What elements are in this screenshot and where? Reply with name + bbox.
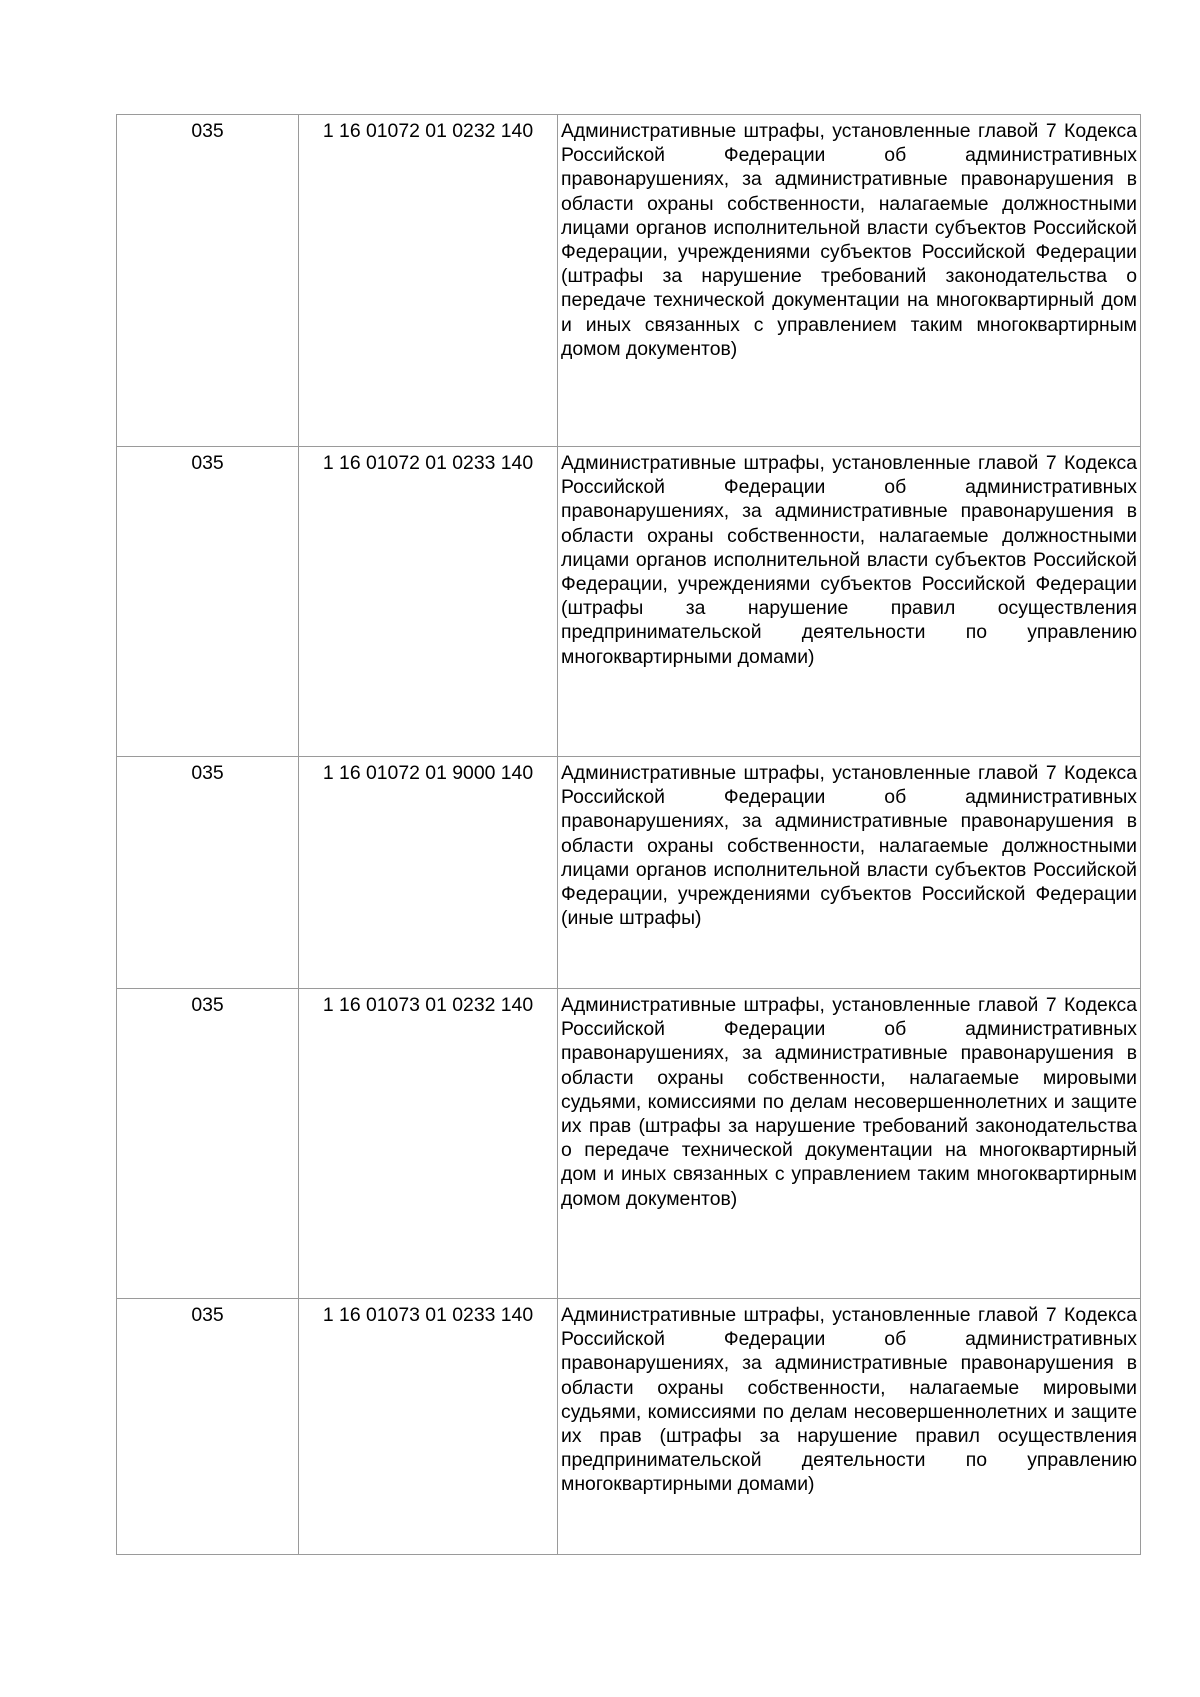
budget-codes-table (116, 114, 1141, 1555)
table-row (117, 447, 1141, 757)
table-row (117, 1299, 1141, 1555)
description-cell: Административные штрафы, установленные главой 7 Кодекса Российской Федерации об административных правонарушениях, за административные правонарушения в области охраны собственности, налагаемые мировыми судьями, комиссиями по делам несовершеннолетних и защите их прав (штрафы за нарушение правил осуществления предпринимательской деятельности по управлению многоквартирными домами) (558, 1299, 1141, 1555)
table-row (117, 757, 1141, 989)
admin-code-cell: 035 (117, 989, 299, 1299)
table-row (117, 989, 1141, 1299)
kbk-code-cell: 1 16 01072 01 9000 140 (299, 757, 558, 989)
admin-code-cell: 035 (117, 447, 299, 757)
description-cell: Административные штрафы, установленные главой 7 Кодекса Российской Федерации об административных правонарушениях, за административные правонарушения в области охраны собственности, налагаемые мировыми судьями, комиссиями по делам несовершеннолетних и защите их прав (штрафы за нарушение требований законодательства о передаче технической документации на многоквартирный дом и иных связанных с управлением таким многоквартирным домом документов) (558, 989, 1141, 1299)
description-cell: Административные штрафы, установленные главой 7 Кодекса Российской Федерации об административных правонарушениях, за административные правонарушения в области охраны собственности, налагаемые должностными лицами органов исполнительной власти субъектов Российской Федерации, учреждениями субъектов Российской Федерации (штрафы за нарушение требований законодательства о передаче технической документации на многоквартирный дом и иных связанных с управлением таким многоквартирным домом документов) (558, 115, 1141, 447)
admin-code-cell: 035 (117, 757, 299, 989)
description-cell: Административные штрафы, установленные главой 7 Кодекса Российской Федерации об административных правонарушениях, за административные правонарушения в области охраны собственности, налагаемые должностными лицами органов исполнительной власти субъектов Российской Федерации, учреждениями субъектов Российской Федерации (иные штрафы) (558, 757, 1141, 989)
kbk-code-cell: 1 16 01072 01 0233 140 (299, 447, 558, 757)
table-row (117, 115, 1141, 447)
kbk-code-cell: 1 16 01073 01 0233 140 (299, 1299, 558, 1555)
kbk-code-cell: 1 16 01073 01 0232 140 (299, 989, 558, 1299)
description-cell: Административные штрафы, установленные главой 7 Кодекса Российской Федерации об административных правонарушениях, за административные правонарушения в области охраны собственности, налагаемые должностными лицами органов исполнительной власти субъектов Российской Федерации, учреждениями субъектов Российской Федерации (штрафы за нарушение правил осуществления предпринимательской деятельности по управлению многоквартирными домами) (558, 447, 1141, 757)
admin-code-cell: 035 (117, 1299, 299, 1555)
kbk-code-cell: 1 16 01072 01 0232 140 (299, 115, 558, 447)
admin-code-cell: 035 (117, 115, 299, 447)
